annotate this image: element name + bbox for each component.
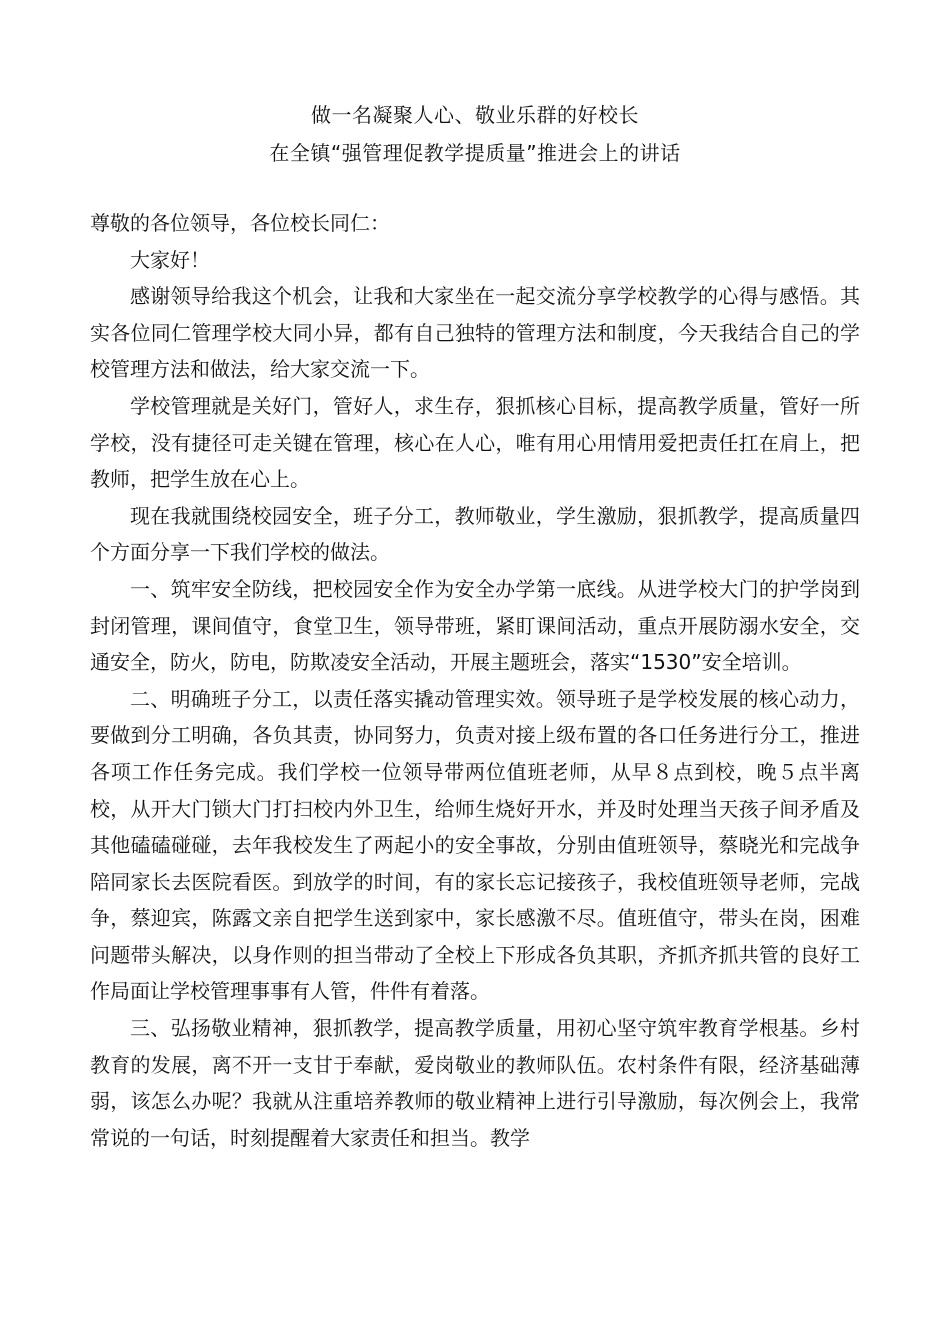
paragraph-section-three: 三、弘扬敬业精神，狠抓教学，提高教学质量，用初心坚守筑牢教育学根基。乡村教育的发展，离不开一支甘于奉献，爱岗敬业的教师队伍。农村条件有限，经济基础薄弱，该怎么办呢？我就从注重培养教师的敬业精神上进行引导激励，每次例会上，我常常说的一句话，时刻提醒着大家责任和担当。教学 <box>90 1016 860 1150</box>
paragraph-greeting: 大家好！ <box>130 247 210 272</box>
paragraph-management: 学校管理就是关好门，管好人，求生存，狠抓核心目标，提高教学质量，管好一所学校，没有捷径可走关键在管理，核心在人心，唯有用心用情用爱把责任扛在肩上，把教师，把学生放在心上。 <box>90 393 860 492</box>
paragraph-overview: 现在我就围绕校园安全，班子分工，教师敬业，学生激励，狠抓教学，提高质量四个方面分享一下我们学校的做法。 <box>90 503 860 565</box>
document-body <box>90 205 860 1156</box>
salutation: 尊敬的各位领导，各位校长同仁： <box>90 211 390 235</box>
title-block <box>0 96 950 172</box>
paragraph-section-two: 二、明确班子分工，以责任落实撬动管理实效。领导班子是学校发展的核心动力，要做到分工明确，各负其责，协同努力，负责对接上级布置的各口任务进行分工，推进各项工作任务完成。我们学校一位领导带两位值班老师，从早８点到校，晚５点半离校，从开大门锁大门打扫校内外卫生，给师生烧好开水，并及时处理当天孩子间矛盾及其他磕磕碰碰，去年我校发生了两起小的安全事故，分别由值班领导，蔡晓光和完战争陪同家长去医院看医。到放学的时间，有的家长忘记接孩子，我校值班领导老师，完战争，蔡迎宾，陈露文亲自把学生送到家中，家长感激不尽。值班值守，带头在岗，困难问题带头解决，以身作则的担当带动了全校上下形成各负其职，齐抓齐抓共管的良好工作局面让学校管理事事有人管，件件有着落。 <box>90 686 860 1004</box>
paragraph-thanks: 感谢领导给我这个机会，让我和大家坐在一起交流分享学校教学的心得与感悟。其实各位同仁管理学校大同小异，都有自己独特的管理方法和制度，今天我结合自己的学校管理方法和做法，给大家交流一下。 <box>90 284 860 382</box>
document-title: 做一名凝聚人心、敬业乐群的好校长 <box>311 103 639 127</box>
paragraph-section-one: 一、筑牢安全防线，把校园安全作为安全办学第一底线。从进学校大门的护学岗到封闭管理，课间值守，食堂卫生，领导带班，紧盯课间活动，重点开展防溺水安全，交通安全，防火，防电，防欺凌安全活动，开展主题班会，落实“1530”安全培训。 <box>90 576 860 675</box>
document-subtitle: 在全镇“强管理促教学提质量”推进会上的讲话 <box>269 141 681 165</box>
